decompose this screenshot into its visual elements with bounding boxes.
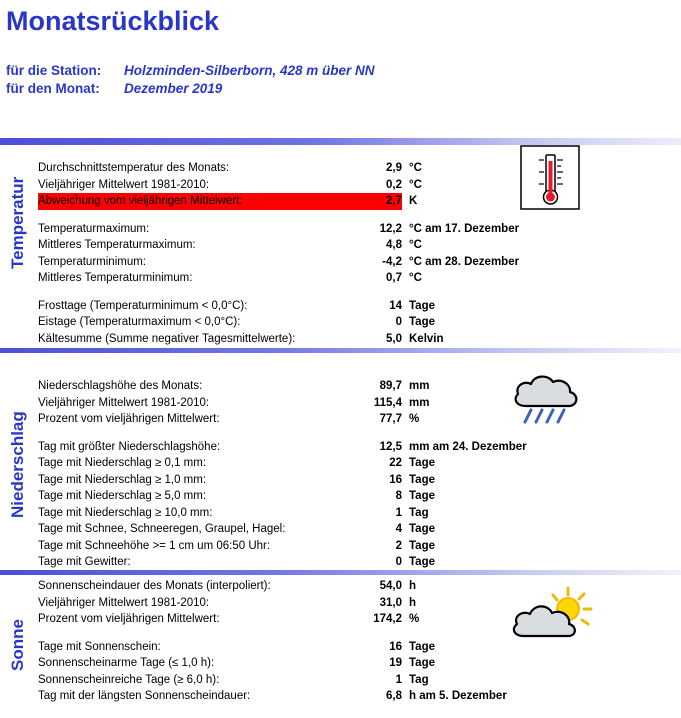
data-row (38, 455, 527, 472)
row-value: 1 (395, 506, 402, 519)
row-label: Tage mit Niederschlag ≥ 1,0 mm: (38, 473, 207, 486)
data-row (38, 331, 519, 348)
data-row (38, 488, 527, 505)
sun-cloud-icon (508, 586, 598, 653)
row-label: Prozent vom vieljährigen Mittelwert: (38, 613, 220, 625)
row-label: Temperaturmaximum: (38, 222, 150, 235)
data-row (38, 639, 507, 656)
row-label: Tage mit Schneehöhe >= 1 cm um 06:50 Uhr: (38, 539, 271, 552)
row-label: Tage mit Niederschlag ≥ 0,1 mm: (38, 457, 207, 469)
row-label: Mittleres Temperaturmaximum: (38, 239, 196, 251)
row-unit: °C (409, 178, 422, 191)
data-row (38, 298, 519, 315)
month-value: Dezember 2019 (124, 81, 223, 96)
row-label: Tage mit Niederschlag ≥ 10,0 mm: (38, 506, 213, 519)
row-label: Niederschlagshöhe des Monats: (38, 380, 203, 392)
row-value: 31,0 (379, 596, 402, 609)
row-unit: mm (409, 380, 430, 392)
row-label: Vieljähriger Mittelwert 1981-2010: (38, 396, 210, 409)
data-row (38, 314, 519, 331)
row-value: 2,7 (386, 195, 402, 207)
data-row (38, 254, 519, 271)
row-unit: Tage (409, 657, 435, 669)
row-unit: Tage (409, 473, 435, 486)
data-row (38, 611, 507, 628)
page-title: Monatsrückblick (6, 6, 220, 36)
row-unit: % (409, 613, 420, 625)
data-row (38, 439, 527, 456)
row-value: 5,0 (386, 332, 402, 345)
section-divider-top (0, 138, 681, 145)
row-label: Tage mit Gewitter: (38, 556, 131, 568)
row-value: 1 (395, 673, 402, 686)
row-value: 16 (389, 473, 402, 486)
row-unit: h (409, 596, 417, 609)
month-label: für den Monat: (6, 81, 100, 96)
row-value: 8 (395, 490, 402, 502)
row-unit: °C (409, 239, 422, 251)
data-row (38, 221, 519, 238)
section-divider-precip (0, 348, 681, 353)
row-unit: h am 5. Dezember (409, 690, 507, 702)
row-unit: Tage (409, 556, 435, 568)
row-value: 12,5 (379, 440, 402, 453)
data-row (38, 655, 507, 672)
data-row (38, 237, 519, 254)
row-unit: Tag (409, 673, 429, 686)
row-unit: K (409, 195, 418, 207)
data-row (38, 395, 527, 412)
row-label: Temperaturminimum: (38, 255, 146, 268)
section-label-temperature: Temperatur (8, 176, 27, 269)
sunshine-section (38, 578, 507, 705)
row-value: 14 (389, 299, 402, 312)
row-unit: Tage (409, 316, 435, 328)
row-label: Tag mit der längsten Sonnenscheindauer: (38, 690, 251, 702)
row-label: Sonnenscheinarme Tage (≤ 1,0 h): (38, 657, 215, 669)
row-value: 54,0 (379, 580, 402, 592)
row-unit: Tage (409, 490, 435, 502)
row-label: Prozent vom vieljährigen Mittelwert: (38, 413, 220, 425)
row-unit: °C am 17. Dezember (409, 222, 520, 235)
temperature-section (38, 160, 519, 347)
data-row (38, 505, 527, 522)
data-row (38, 688, 507, 705)
row-unit: Tage (409, 523, 435, 535)
row-label: Durchschnittstemperatur des Monats: (38, 162, 230, 174)
row-value: 2,9 (386, 162, 402, 174)
row-value: 22 (389, 457, 402, 469)
row-value: 0,2 (386, 178, 402, 191)
row-unit: Tag (409, 506, 429, 519)
row-value: 0 (395, 556, 402, 568)
data-row (38, 472, 527, 489)
row-value: 89,7 (379, 380, 402, 392)
row-value: 2 (395, 539, 402, 552)
row-value: 0,7 (386, 272, 402, 284)
thermometer-icon (520, 145, 580, 215)
row-value: 4 (395, 523, 402, 535)
row-value: 16 (389, 640, 402, 653)
data-row (38, 411, 527, 428)
row-unit: % (409, 413, 420, 425)
month-row (6, 81, 375, 96)
row-label: Vieljähriger Mittelwert 1981-2010: (38, 596, 210, 609)
row-label: Tag mit größter Niederschlagshöhe: (38, 440, 221, 453)
row-unit: °C (409, 162, 422, 174)
row-unit: mm (409, 396, 430, 409)
row-unit: Tage (409, 539, 435, 552)
row-value: 0 (395, 316, 402, 328)
data-row (38, 270, 519, 287)
row-value: 77,7 (379, 413, 402, 425)
row-label: Sonnenscheinreiche Tage (≥ 6,0 h): (38, 673, 220, 686)
precipitation-section (38, 378, 527, 571)
data-row (38, 578, 507, 595)
section-divider-sun (0, 570, 681, 575)
row-unit: Tage (409, 299, 435, 312)
row-unit: Tage (409, 640, 435, 653)
data-row (38, 160, 519, 177)
row-value: -4,2 (382, 255, 402, 268)
row-value: 4,8 (386, 239, 402, 251)
row-unit: h (409, 580, 417, 592)
row-label: Abweichung vom vieljährigen Mittelwert: (38, 195, 243, 207)
row-value: 19 (389, 657, 402, 669)
row-unit: Kelvin (409, 332, 444, 345)
row-value: 6,8 (386, 690, 402, 702)
data-row (38, 554, 527, 571)
station-info (6, 63, 375, 99)
row-unit: °C (409, 272, 422, 284)
row-unit: mm am 24. Dezember (409, 440, 527, 453)
data-row (38, 521, 527, 538)
row-label: Tage mit Sonnenschein: (38, 640, 161, 653)
data-row (38, 672, 507, 689)
highlight-band (38, 193, 402, 210)
row-label: Vieljähriger Mittelwert 1981-2010: (38, 178, 210, 191)
data-row (38, 378, 527, 395)
row-value: 12,2 (379, 222, 402, 235)
row-label: Tage mit Schnee, Schneeregen, Graupel, Hagel: (38, 523, 286, 535)
row-label: Kältesumme (Summe negativer Tagesmittelwerte): (38, 332, 296, 345)
section-label-sun: Sonne (8, 619, 27, 671)
row-unit: °C am 28. Dezember (409, 255, 520, 268)
data-row (38, 595, 507, 612)
row-value: 115,4 (373, 396, 402, 409)
section-label-precipitation: Niederschlag (8, 411, 27, 518)
data-row-highlighted (38, 193, 519, 210)
row-label: Eistage (Temperaturmaximum < 0,0°C): (38, 316, 241, 328)
station-row (6, 63, 375, 78)
row-unit: Tage (409, 457, 435, 469)
row-label: Tage mit Niederschlag ≥ 5,0 mm: (38, 490, 207, 502)
row-label: Frosttage (Temperaturminimum < 0,0°C): (38, 299, 248, 312)
station-value: Holzminden-Silberborn, 428 m über NN (124, 63, 375, 78)
row-label: Sonnenscheindauer des Monats (interpoliert): (38, 580, 271, 592)
row-label: Mittleres Temperaturminimum: (38, 272, 193, 284)
data-row (38, 177, 519, 194)
station-label: für die Station: (6, 63, 102, 78)
rain-cloud-icon (508, 370, 586, 437)
row-value: 174,2 (373, 613, 402, 625)
data-row (38, 538, 527, 555)
